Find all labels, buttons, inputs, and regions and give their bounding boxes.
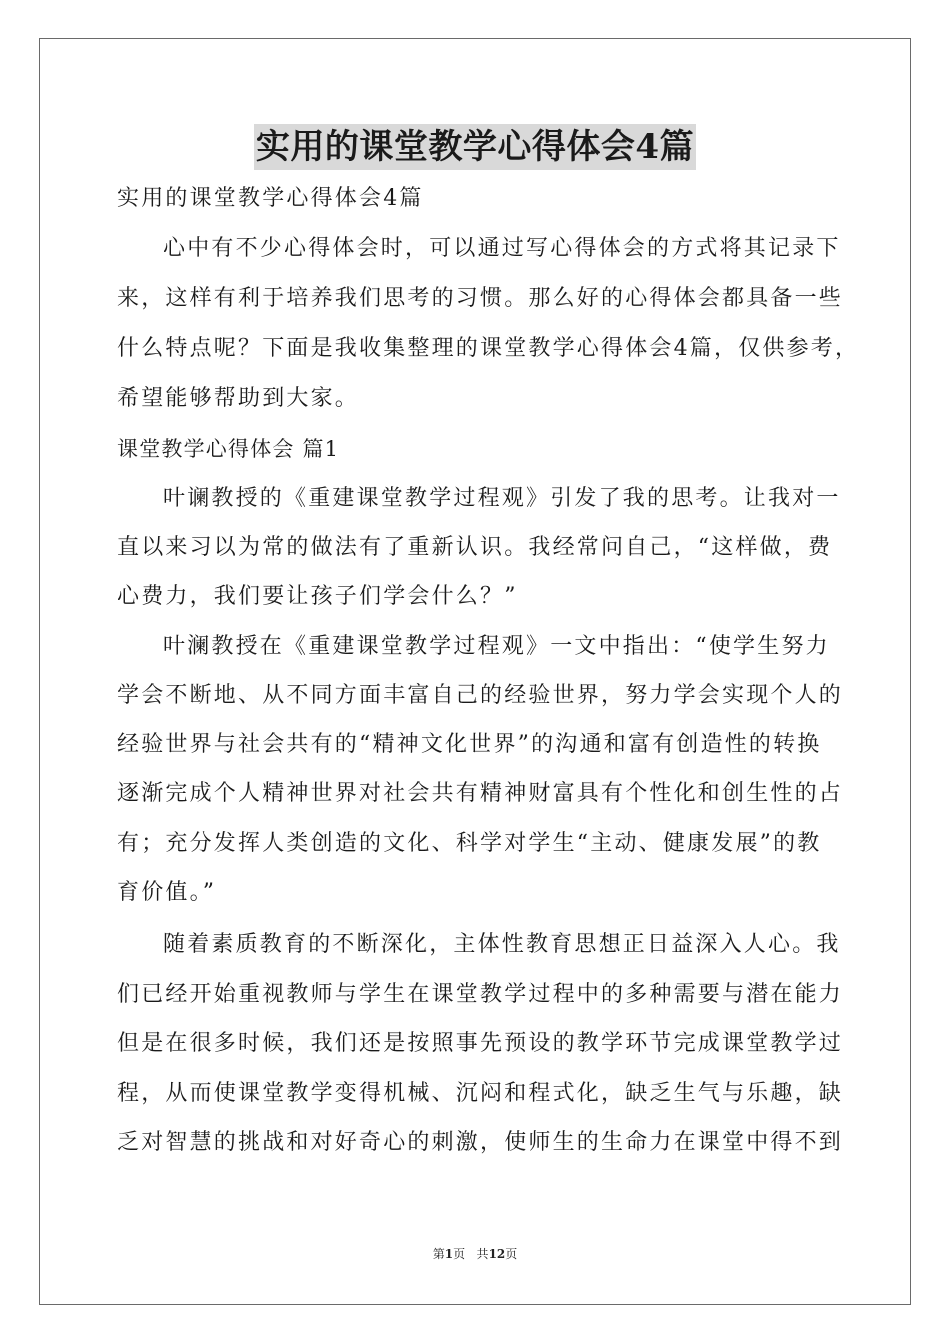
intro-line: 来，这样有利于培养我们思考的习惯。那么好的心得体会都具备一些: [117, 286, 844, 311]
footer-page-suffix: 页: [453, 1247, 466, 1261]
paragraph-line: 逐渐完成个人精神世界对社会共有精神财富具有个性化和创生性的占: [117, 781, 844, 806]
footer-page-prefix: 第: [432, 1247, 445, 1261]
document-title-text: 实用的课堂教学心得体会4篇: [254, 124, 696, 170]
intro-line: 什么特点呢？下面是我收集整理的课堂教学心得体会4篇，仅供参考，: [117, 336, 860, 361]
footer-total-suffix: 页: [505, 1247, 518, 1261]
document-subtitle: 实用的课堂教学心得体会4篇: [117, 186, 424, 211]
paragraph-line: 乏对智慧的挑战和对好奇心的刺激，使师生的生命力在课堂中得不到: [117, 1130, 844, 1155]
footer-page-total: 12: [488, 1247, 506, 1261]
paragraph-line: 但是在很多时候，我们还是按照事先预设的教学环节完成课堂教学过: [117, 1031, 844, 1056]
intro-line: 心中有不少心得体会时，可以通过写心得体会的方式将其记录下: [163, 236, 841, 261]
paragraph-line: 心费力，我们要让孩子们学会什么？”: [117, 584, 518, 609]
page-footer: [0, 1246, 950, 1262]
paragraph-line: 随着素质教育的不断深化，主体性教育思想正日益深入人心。我: [163, 932, 841, 957]
paragraph-line: 学会不断地、从不同方面丰富自己的经验世界，努力学会实现个人的: [117, 683, 844, 708]
paragraph-line: 经验世界与社会共有的“精神文化世界”的沟通和富有创造性的转换: [117, 732, 822, 757]
footer-page-number: 1: [444, 1247, 454, 1261]
section-heading: 课堂教学心得体会 篇1: [117, 437, 340, 461]
paragraph-line: 有；充分发挥人类创造的文化、科学对学生“主动、健康发展”的教: [117, 831, 822, 856]
intro-line: 希望能够帮助到大家。: [117, 386, 360, 411]
paragraph-line: 育价值。”: [117, 880, 217, 905]
paragraph-line: 程，从而使课堂教学变得机械、沉闷和程式化，缺乏生气与乐趣，缺: [117, 1081, 844, 1106]
paragraph-line: 叶谰教授的《重建课堂教学过程观》引发了我的思考。让我对一: [163, 486, 841, 511]
paragraph-line: 们已经开始重视教师与学生在课堂教学过程中的多种需要与潜在能力: [117, 982, 844, 1007]
footer-total-prefix: 共: [476, 1247, 489, 1261]
paragraph-line: 叶澜教授在《重建课堂教学过程观》一文中指出：“使学生努力: [163, 634, 830, 659]
paragraph-line: 直以来习以为常的做法有了重新认识。我经常问自己，“这样做，费: [117, 535, 833, 560]
document-title: [0, 124, 950, 170]
page-border: [39, 38, 911, 1305]
